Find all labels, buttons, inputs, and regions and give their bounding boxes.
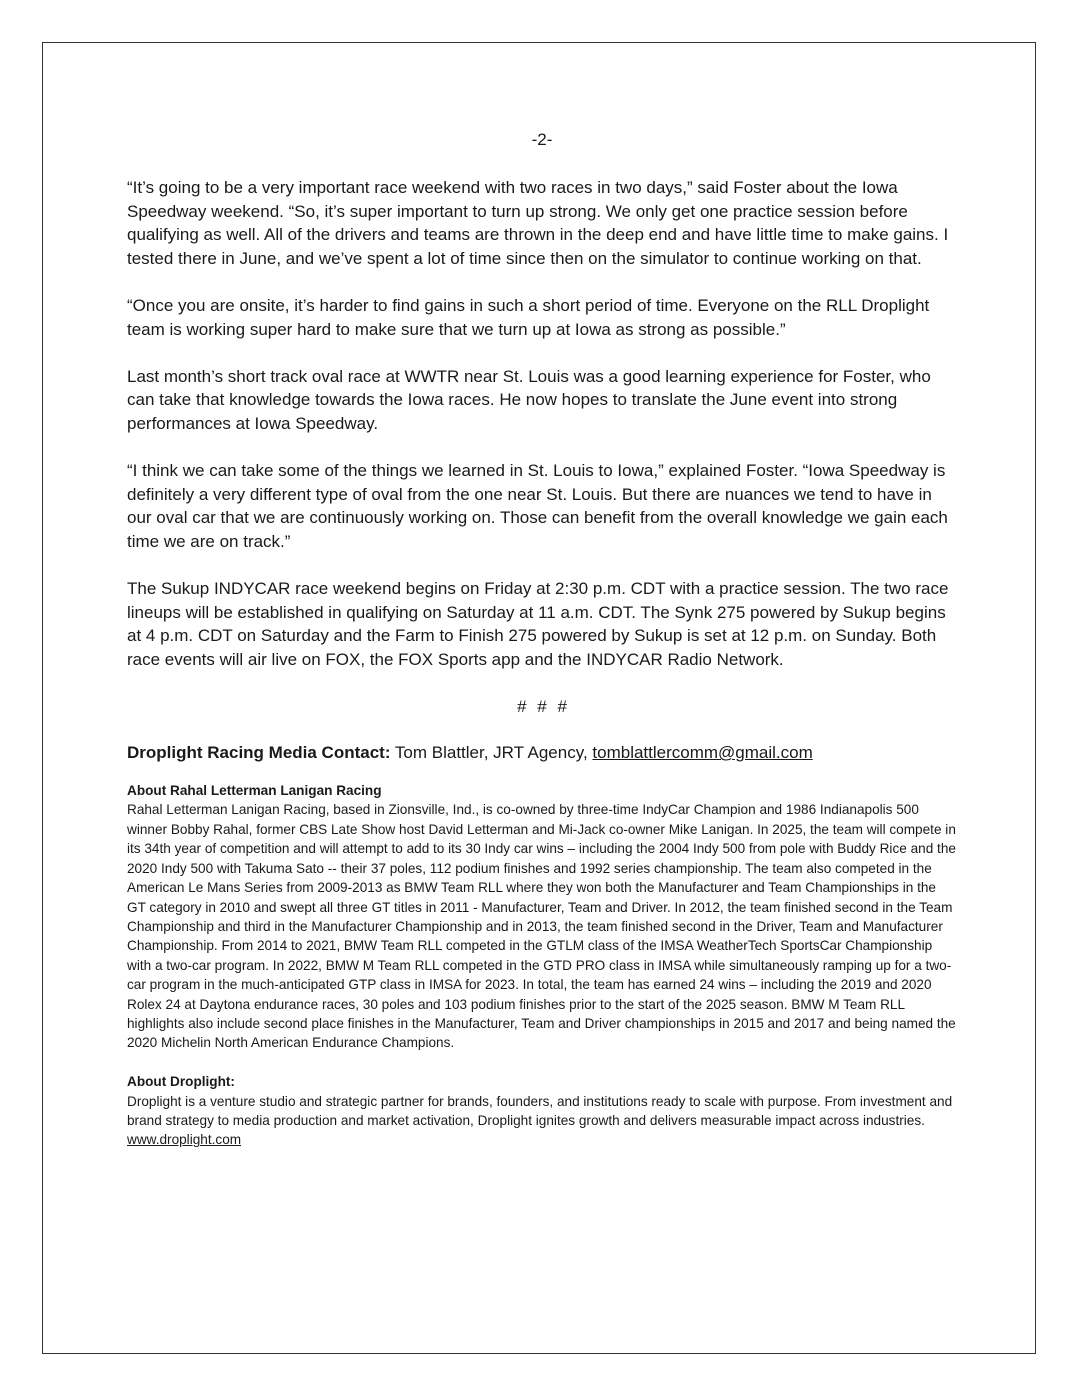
- droplight-website-link[interactable]: www.droplight.com: [127, 1132, 242, 1148]
- body-paragraph: The Sukup INDYCAR race weekend begins on Friday at 2:30 p.m. CDT with a practice session. The two race lineups will be established in qualifying on Saturday at 11 a.m. CDT. The Synk 275 powered by Sukup begins at 4 p.m. CDT on Saturday and the Farm to Finish 275 powered by Sukup is set at 12 p.m. on Sunday. Both race events will air live on FOX, the FOX Sports app and the INDYCAR Radio Network.: [127, 579, 949, 669]
- body-paragraph: “It’s going to be a very important race weekend with two races in two days,” said Foster about the Iowa Speedway weekend. “So, it’s super important to turn up strong. We only get one practice session before qualifying as well. All of the drivers and teams are thrown in the deep end and have little time to make gains. I tested there in June, and we’ve spent a lot of time since then on the simulator to continue working on that.: [127, 178, 949, 268]
- body-paragraph: “Once you are onsite, it’s harder to find gains in such a short period of time. Everyone on the RLL Droplight team is working super hard to make sure that we turn up at Iowa as strong as possible.”: [127, 295, 930, 339]
- media-contact-label: Droplight Racing Media Contact:: [127, 743, 391, 763]
- about-droplight-text: Droplight is a venture studio and strategic partner for brands, founders, and institutions ready to scale with purpose. From investment and brand strategy to media production and market activation, Droplight ignites growth and delivers measurable impact across industries.: [127, 1093, 953, 1128]
- media-contact: [127, 741, 957, 765]
- document-content: [127, 128, 957, 1150]
- about-rll-title: About Rahal Letterman Lanigan Racing: [127, 783, 382, 799]
- body-paragraph: “I think we can take some of the things we learned in St. Louis to Iowa,” explained Foster. “Iowa Speedway is definitely a very different type of oval from the one near St. Louis. But there are nuances we tend to have in our oval car that we are continuously working on. Those can benefit from the overall knowledge we gain each time we are on track.”: [127, 461, 948, 551]
- end-marks: # # #: [517, 697, 567, 717]
- media-contact-text: Tom Blattler, JRT Agency,: [390, 743, 593, 763]
- about-rll-text: Rahal Letterman Lanigan Racing, based in Zionsville, Ind., is co-owned by three-time IndyCar Champion and 1986 Indianapolis 500 winner Bobby Rahal, former CBS Late Show host David Letterman and Mi-Jack co-owner Mike Lanigan. In 2025, the team will compete in its 34th year of competition and will attempt to add to its 30 Indy car wins – including the 2004 Indy 500 from pole with Buddy Rice and the 2020 Indy 500 with Takuma Sato -- their 37 poles, 112 podium finishes and 1992 series championship. The team also competed in the American Le Mans Series from 2009-2013 as BMW Team RLL where they won both the Manufacturer and Team Championships in the GT category in 2010 and swept all three GT titles in 2011 - Manufacturer, Team and Driver. In 2012, the team finished second in the Team Championship and third in the Manufacturer Championship and in 2013, the team finished second in the Driver, Team and Manufacturer Championship. From 2014 to 2021, BMW Team RLL competed in the GTLM class of the IMSA WeatherTech SportsCar Championship with a two-car program. In 2022, BMW M Team RLL competed in the GTD PRO class in IMSA while simultaneously ramping up for a two-car program in the much-anticipated GTP class in IMSA for 2023. In total, the team has earned 24 wins – including the 2019 and 2020 Rolex 24 at Daytona endurance races, 30 poles and 103 podium finishes prior to the start of the 2025 season. BMW M Team RLL highlights also include second place finishes in the Manufacturer, Team and Driver championships in 2015 and 2017 and being named the 2020 Michelin North American Endurance Champions.: [127, 802, 956, 1051]
- body-paragraph: Last month’s short track oval race at WWTR near St. Louis was a good learning experience for Foster, who can take that knowledge towards the Iowa races. He now hopes to translate the June event into strong performances at Iowa Speedway.: [127, 366, 931, 433]
- page-number: -2-: [531, 130, 553, 149]
- about-droplight-title: About Droplight:: [127, 1074, 235, 1090]
- media-contact-email-link[interactable]: tomblattlercomm@gmail.com: [592, 743, 813, 763]
